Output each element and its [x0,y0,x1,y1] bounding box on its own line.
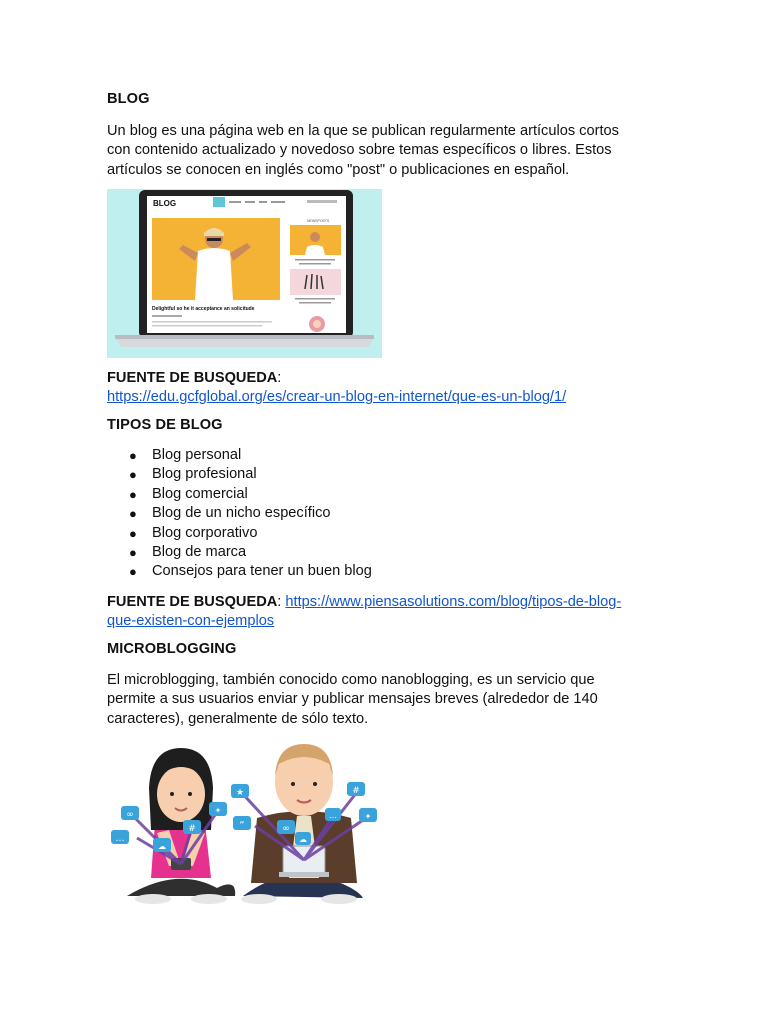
hashtag-icon [347,782,365,796]
microblogging-paragraph-line: permite a sus usuarios enviar y publicar mensajes breves (alrededor de 140 [107,691,598,708]
blog-paragraph [107,122,647,180]
chat-icon [325,808,341,821]
quote-icon [233,816,251,831]
microblogging-paragraph-line: caracteres), generalmente de sólo texto. [107,710,369,727]
screen-logo: BLOG [153,199,177,208]
bullet-icon: ● [129,506,137,522]
svg-text:#: # [188,824,196,834]
list-item: ● Blog comercial [107,485,372,504]
chat-icon [111,830,129,844]
microblogging-paragraph-line: El microblogging, también conocido como nanoblogging, es un servicio que [107,672,595,688]
microblogging-paragraph [107,671,647,729]
tipos-list [107,446,372,582]
cloud-icon [295,832,311,845]
source-1-colon: : [277,370,282,386]
star-icon [231,784,249,798]
people-with-social-icons-illustration [107,738,382,908]
list-item: ● Blog de marca [107,543,372,562]
list-item: ● Blog personal [107,446,372,465]
blog-heading: BLOG [107,91,150,107]
svg-text:✦: ✦ [364,812,372,821]
source-2-link[interactable]: https://www.piensasolutions.com/blog/tipos-de-blog- [285,594,622,610]
svg-text:“: “ [239,820,245,831]
link-icon [121,806,139,820]
svg-text:…: … [115,834,125,844]
blog-paragraph-line: con contenido actualizado y novedoso sobre temas específicos o libres. Estos [107,142,612,159]
source-1 [107,369,652,408]
twitter-icon [359,808,377,822]
screen-headline: Delightful so he it acceptance an solicitude [152,306,255,312]
hashtag-icon [183,820,201,834]
svg-text:#: # [352,786,360,796]
source-2-label: FUENTE DE BUSQUEDA [107,594,278,610]
list-item: ● Blog profesional [107,465,372,484]
laptop-illustration [107,189,382,358]
bullet-icon: ● [129,544,137,560]
list-item: ● Consejos para tener un buen blog [107,562,372,581]
source-2 [107,593,652,632]
svg-text:∞: ∞ [282,824,290,834]
list-item: ● Blog de un nicho específico [107,504,372,523]
cloud-icon [153,838,171,852]
list-item: ● Blog corporativo [107,524,372,543]
blog-laptop-image [107,189,382,358]
source-1-label: FUENTE DE BUSQUEDA [107,370,278,386]
svg-text:∞: ∞ [126,810,134,820]
bullet-icon: ● [129,486,137,502]
source-1-label-line [107,369,652,388]
source-2-colon: : [277,594,282,610]
bullet-icon: ● [129,564,137,580]
svg-text:★: ★ [235,788,245,798]
screen-sidebar-label: NEWSPOSTS [307,219,330,223]
bullet-icon: ● [129,525,137,541]
source-1-link[interactable]: https://edu.gcfglobal.org/es/crear-un-blog-en-internet/que-es-un-blog/1/ [107,389,567,406]
blog-paragraph-line: Un blog es una página web en la que se publican regularmente artículos cortos [107,123,619,139]
blog-paragraph-line: artículos se conocen en inglés como "post" o publicaciones en español. [107,161,570,178]
svg-text:✦: ✦ [214,806,222,815]
svg-text:☁: ☁ [299,835,307,844]
twitter-icon [209,802,227,816]
tipos-heading: TIPOS DE BLOG [107,417,223,433]
microblogging-image [107,738,382,908]
microblogging-heading: MICROBLOGGING [107,641,237,657]
svg-text:☁: ☁ [158,842,166,851]
source-2-link-continued[interactable]: que-existen-con-ejemplos [107,613,275,630]
bullet-icon: ● [129,448,137,463]
bullet-icon: ● [129,467,137,483]
link-icon [277,820,295,834]
svg-text:…: … [329,811,337,820]
